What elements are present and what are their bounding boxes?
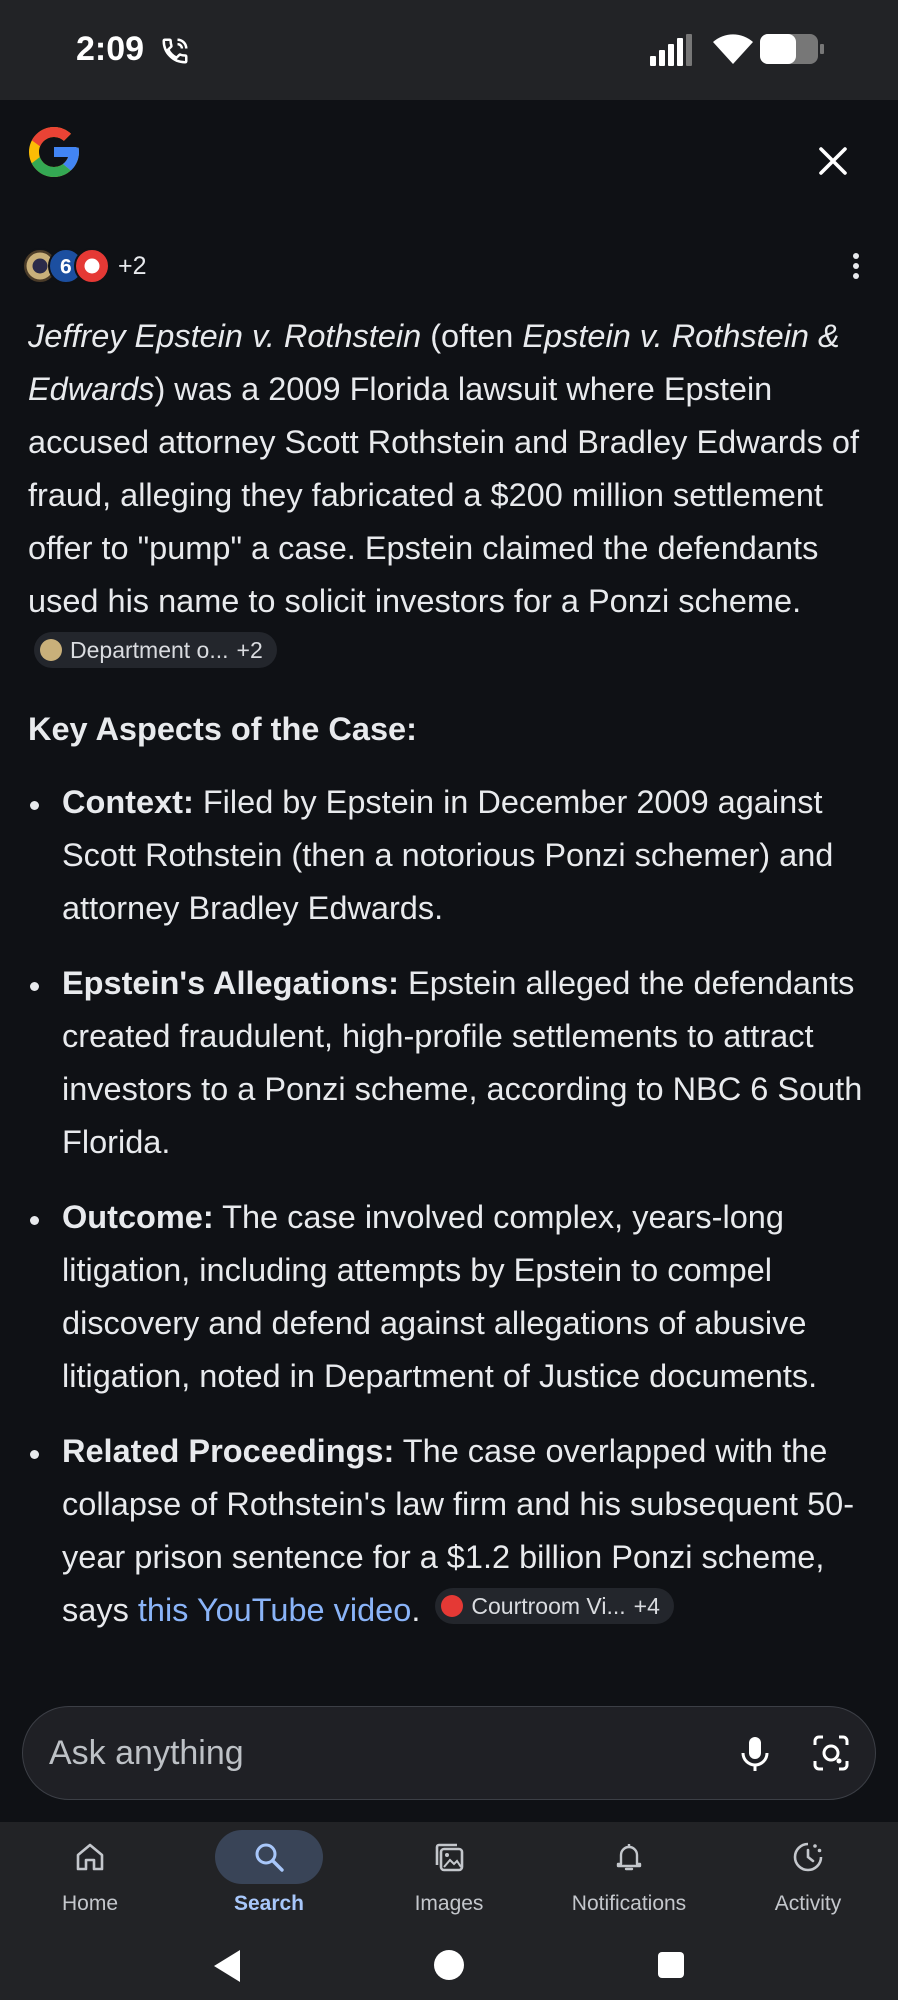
source-chip-courtroom[interactable]: Courtroom Vi... +4: [435, 1588, 673, 1624]
case-title: Jeffrey Epstein v. Rothstein: [28, 318, 422, 354]
nav-activity[interactable]: Activity: [728, 1822, 888, 1938]
list-item: Context: Filed by Epstein in December 2009 against Scott Rothstein (then a notorious Ponzi schemer) and attorney Bradley Edwards.: [28, 776, 873, 935]
ask-bar: [22, 1706, 876, 1800]
nav-search[interactable]: Search: [189, 1822, 349, 1938]
google-logo-icon: [24, 122, 84, 182]
home-icon: [73, 1840, 107, 1874]
status-time: 2:09: [76, 30, 145, 68]
wifi-call-icon: [160, 36, 190, 66]
youtube-video-link[interactable]: this YouTube video: [137, 1592, 412, 1628]
source-chip-department[interactable]: Department o... +2: [34, 632, 277, 668]
sources-count: +2: [118, 251, 147, 280]
images-icon: [432, 1840, 466, 1874]
ai-answer: [28, 310, 873, 1780]
recents-square-icon[interactable]: [658, 1952, 684, 1978]
sources-avatars[interactable]: [22, 246, 147, 286]
courtroom-video-logo-icon: [74, 248, 110, 284]
signal-icon: [650, 34, 700, 66]
intro-text: ) was a 2009 Florida lawsuit where Epstein accused attorney Scott Rothstein and Bradley Edwards of fraud, alleging they fabricated a $200 million settlement offer to "pump" a case. Epstein claimed the defendants used his name to solicit investors for a Ponzi scheme.: [28, 371, 860, 619]
list-item: Outcome: The case involved complex, years-long litigation, including attempts by Epstein to compel discovery and defend against allegations of abusive litigation, noted in Department of Justice documents.: [28, 1191, 873, 1403]
back-icon[interactable]: [212, 1948, 242, 1984]
system-navigation-bar: [0, 1938, 898, 2000]
svg-text:6: 6: [60, 255, 72, 279]
close-button[interactable]: [806, 134, 860, 188]
wifi-icon: [712, 32, 754, 66]
status-bar: [0, 0, 898, 100]
doj-seal-icon: [40, 639, 62, 661]
bottom-navigation: [0, 1822, 898, 1938]
battery-icon: [760, 34, 824, 64]
search-panel: [0, 100, 898, 1822]
ask-input[interactable]: [49, 1707, 689, 1799]
list-item: Related Proceedings: The case overlapped with the collapse of Rothstein's law firm and his subsequent 50-year prison sentence for a $1.2 billion Ponzi scheme, says this YouTube video. Courtroom Vi... +4: [28, 1425, 873, 1637]
nav-notifications[interactable]: Notifications: [549, 1822, 709, 1938]
case-alt-title: Epstein v. Rothstein & Edwards: [28, 318, 840, 407]
more-options-icon[interactable]: [842, 246, 870, 286]
nav-home[interactable]: Home: [10, 1822, 170, 1938]
nav-images[interactable]: Images: [369, 1822, 529, 1938]
courtroom-video-logo-icon: [441, 1595, 463, 1617]
activity-icon: [791, 1840, 825, 1874]
lens-camera-icon[interactable]: [809, 1731, 853, 1775]
section-title: Key Aspects of the Case:: [28, 711, 417, 747]
list-item: Epstein's Allegations: Epstein alleged the defendants created fraudulent, high-profile settlements to attract investors to a Ponzi scheme, according to NBC 6 South Florida.: [28, 957, 873, 1169]
microphone-icon[interactable]: [733, 1731, 777, 1775]
bell-icon: [612, 1840, 646, 1874]
search-icon: [252, 1840, 286, 1874]
intro-paragraph: Jeffrey Epstein v. Rothstein (often Epstein v. Rothstein & Edwards) was a 2009 Florida lawsuit where Epstein accused attorney Scott Rothstein and Bradley Edwards of fraud, alleging they fabricated a $200 million settlement offer to "pump" a case. Epstein claimed the defendants used his name to solicit investors for a Ponzi scheme. Department o... +2: [28, 310, 873, 681]
home-circle-icon[interactable]: [434, 1950, 464, 1980]
key-aspects-list: [28, 776, 873, 1637]
